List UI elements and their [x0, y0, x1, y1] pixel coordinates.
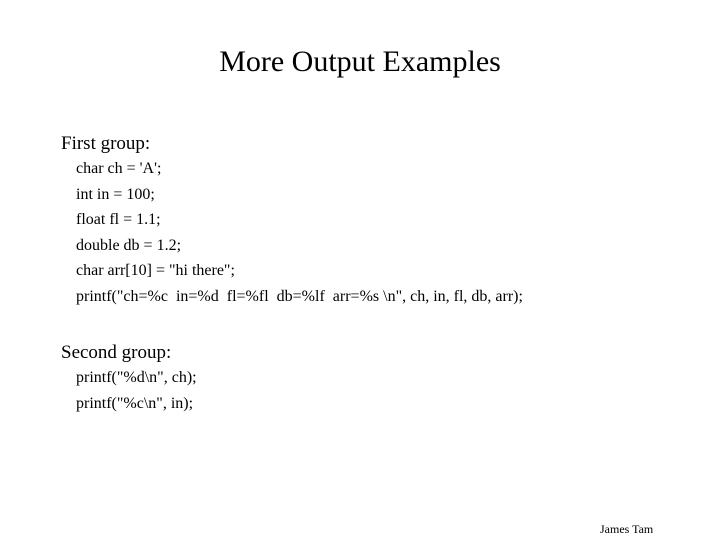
code-line: printf("ch=%c in=%d fl=%fl db=%lf arr=%s \n", ch, in, fl, db, arr);: [76, 287, 523, 305]
code-line: double db = 1.2;: [76, 236, 182, 254]
code-line: char arr[10] = "hi there";: [76, 262, 235, 280]
code-line: float fl = 1.1;: [76, 211, 161, 229]
first-group-heading: First group:: [61, 133, 151, 154]
code-line: int in = 100;: [76, 185, 155, 203]
code-line: printf("%d\n", ch);: [76, 369, 197, 386]
slide-title: More Output Examples: [219, 45, 501, 78]
second-group-code: [76, 365, 197, 416]
first-group-code: [76, 156, 523, 310]
code-line: char ch = 'A';: [76, 160, 162, 177]
footer-author: James Tam: [600, 522, 654, 536]
code-line: printf("%c\n", in);: [76, 394, 194, 412]
second-group-heading: Second group:: [61, 342, 172, 363]
